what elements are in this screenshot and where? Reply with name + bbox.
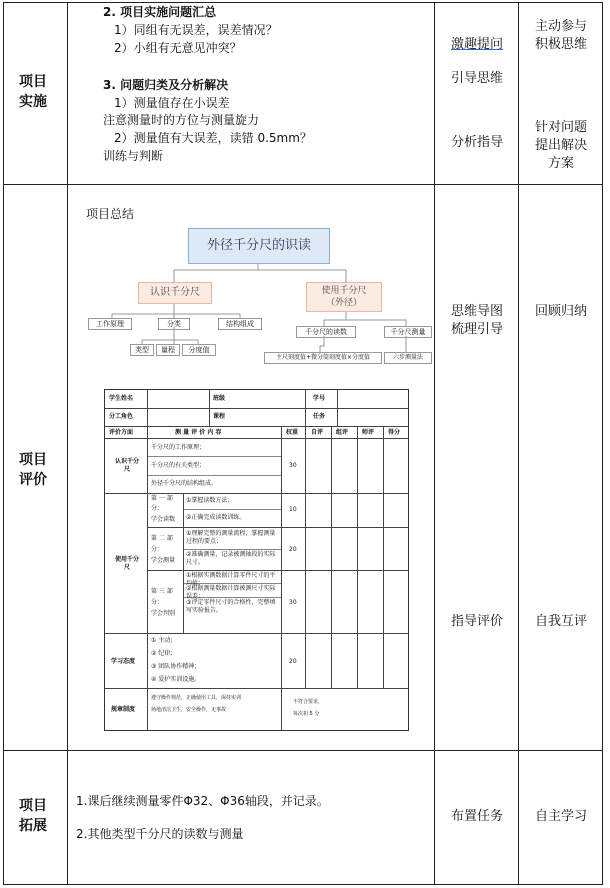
it-s3-item: ④ 爱护实训设施。 [151, 676, 201, 683]
it-p3-item: ②根据测量数据计算被测尺寸实际误差； [186, 585, 276, 600]
it-class-label: 班级 [213, 395, 226, 402]
it-section-rules: 规章制度 [111, 706, 136, 713]
student-activity-1: 主动参与 [534, 19, 587, 34]
it-head-content: 测 量 评 价 内 容 [175, 429, 222, 436]
extension-task-2: 2.其他类型千分尺的读数与测量 [76, 827, 244, 841]
it-s4-note: 不符合要求， [293, 699, 324, 705]
it-p1-item: ②正确完成读数训练。 [186, 514, 246, 521]
it-hline [147, 527, 408, 528]
question-1: 1）同组有无误差，误差情况？ [114, 23, 278, 37]
mind-leaf-principle: 工作原理 [88, 318, 132, 330]
it-hline [183, 549, 281, 550]
it-head-teacher: 师评 [362, 429, 375, 436]
it-p2-weight: 20 [289, 546, 297, 553]
student-activity-4: 提出解决 [534, 138, 587, 153]
it-hline [105, 438, 408, 439]
student-activity-5: 方案 [547, 156, 574, 171]
outer-left-border [3, 2, 4, 885]
row-divider-1 [3, 184, 603, 185]
it-p1-item: ①掌握读数方法； [186, 497, 234, 504]
teacher-activity-2: 引导思维 [450, 71, 503, 86]
heading-problem-summary: 2. 项目实施问题汇总 [103, 5, 217, 19]
it-vline [305, 390, 306, 426]
mind-node-use-line1: 使用千分尺 [321, 286, 367, 296]
it-s1-weight: 30 [289, 462, 297, 469]
row-header-evaluation [8, 450, 58, 490]
answer-1-detail: 注意测量时的方位与测量旋力 [103, 113, 260, 127]
it-hline [147, 475, 281, 476]
it-task-label: 任务 [313, 413, 326, 420]
it-course-label: 课程 [213, 413, 226, 420]
extension-task-1: 1.课后继续测量零件Φ32、Φ36轴段，并记录。 [76, 794, 329, 808]
it-hline [105, 633, 408, 634]
student-eval-2: 自我互评 [534, 614, 587, 629]
teacher-activity-3: 分析指导 [450, 135, 503, 150]
student-eval-1: 回顾归纳 [534, 304, 587, 319]
it-p3-label: 学会判别 [151, 610, 176, 617]
mind-leaf-type: 类型 [130, 344, 154, 356]
it-s1-item: 外径千分尺的结构组成。 [151, 480, 218, 487]
student-activity-3: 针对问题 [534, 120, 587, 135]
col-divider-1 [67, 2, 68, 885]
it-s3-item: ② 纪律； [151, 650, 177, 657]
mind-leaf-formula: 主尺刻度值+微分筒刻度值×分度值 [264, 352, 382, 364]
evaluation-table [104, 389, 409, 731]
mind-leaf-structure: 结构组成 [218, 318, 262, 330]
mind-node-use [306, 282, 382, 312]
it-p2-item: ①理解完整的测量流程，掌握测量过程的要点； [186, 530, 276, 545]
row-header-text: 项目实施 [19, 74, 47, 110]
it-vline [281, 426, 282, 730]
it-role-label: 分工角色 [109, 413, 134, 420]
it-s1-item: 千分尺的有关类型； [151, 462, 206, 469]
it-head-self: 自评 [311, 429, 324, 436]
it-hline [147, 456, 281, 457]
heading-classify-solve: 3. 问题归类及分析解决 [103, 78, 229, 92]
answer-2: 2）测量值有大误差，读错 0.5mm？ [114, 131, 312, 145]
it-p3-weight: 30 [289, 599, 297, 606]
it-p1-label: 学会读数 [151, 516, 176, 523]
it-hline [105, 426, 408, 427]
it-vline [357, 426, 358, 688]
it-p2-label: 第 二 部 [151, 535, 173, 542]
row-header-implementation [8, 72, 58, 112]
mind-root-node: 外径千分尺的识读 [188, 228, 330, 264]
teacher-eval-3: 指导评价 [450, 614, 503, 629]
it-section-use: 使用千分尺 [115, 556, 140, 571]
it-head-group: 组评 [336, 429, 349, 436]
row-header-text: 项目拓展 [19, 798, 47, 834]
it-p2-item: ②准确测量，记录被测轴段的实际尺寸。 [186, 551, 276, 566]
mind-leaf-reading: 千分尺的读数 [296, 326, 356, 338]
it-p2-label: 学会测量 [151, 557, 176, 564]
it-vline [183, 493, 184, 633]
it-vline [331, 426, 332, 688]
it-p3-label: 分： [151, 599, 164, 606]
it-vline [337, 390, 338, 426]
mind-node-use-line2: （外径） [325, 298, 362, 308]
student-activity-2: 积极思维 [534, 37, 587, 52]
it-s4-note: 每次扣 5 分 [293, 711, 320, 717]
it-id-label: 学号 [313, 395, 326, 402]
outer-top-border [3, 2, 603, 3]
it-hline [147, 570, 408, 571]
teacher-extension: 布置任务 [450, 809, 503, 824]
outer-bottom-border [3, 884, 603, 885]
it-name-label: 学生姓名 [109, 395, 134, 402]
mind-map [84, 222, 434, 370]
answer-2-detail: 训练与判断 [103, 149, 164, 163]
it-section-attitude: 学习态度 [111, 658, 136, 665]
it-p1-label: 分： [151, 505, 164, 512]
it-p3-item: ③评定零件尺寸的合格性，完整填写实验报告。 [186, 599, 276, 614]
teacher-activity-1: 激趣提问 [450, 37, 503, 52]
it-vline [147, 390, 148, 730]
it-p3-item: ①根据实测数据计算零件尺寸的平均值； [186, 572, 276, 587]
it-section-recognize: 认识千分尺 [115, 458, 140, 473]
it-hline [105, 408, 408, 409]
it-p1-label: 第 一 部 [151, 495, 173, 502]
it-vline [383, 426, 384, 688]
outer-right-border [602, 2, 603, 885]
col-divider-2 [434, 2, 435, 885]
it-vline [305, 426, 306, 688]
question-2: 2）小组有无意见冲突？ [114, 41, 242, 55]
it-hline [105, 688, 408, 689]
mind-leaf-six-steps: 六步测量法 [384, 352, 432, 364]
teacher-eval-2: 梳理引导 [450, 322, 503, 337]
mind-leaf-classify: 分类 [158, 318, 190, 330]
teacher-eval-1: 思维导图 [450, 304, 503, 319]
it-head-score: 得分 [388, 429, 401, 436]
row-divider-2 [3, 750, 603, 751]
it-p1-weight: 10 [289, 506, 297, 513]
mind-leaf-resolution: 分度值 [182, 344, 216, 356]
it-p3-label: 第 三 部 [151, 588, 173, 595]
it-hline [183, 509, 281, 510]
it-head-aspect: 评价方面 [109, 429, 134, 436]
answer-1: 1）测量值存在小误差 [114, 96, 230, 110]
it-s3-item: ① 主动； [151, 637, 177, 644]
mind-leaf-measuring: 千分尺测量 [384, 326, 432, 338]
it-s1-item: 千分尺的工作原理； [151, 444, 206, 451]
it-s4-item: 遵守操作规范，正确使用工具，保持实训 [151, 695, 242, 701]
it-hline [105, 493, 408, 494]
col-divider-3 [518, 2, 519, 885]
mind-leaf-range: 量程 [156, 344, 180, 356]
summary-label: 项目总结 [86, 207, 135, 221]
student-extension: 自主学习 [534, 809, 587, 824]
it-s4-item: 场地清洁卫生，安全操作，无事故 [151, 707, 227, 713]
row-header-text: 项目评价 [19, 452, 47, 488]
it-head-weight: 权重 [286, 429, 299, 436]
mind-node-recognize: 认识千分尺 [138, 282, 212, 304]
row-header-extension [8, 796, 58, 836]
it-p2-label: 分： [151, 546, 164, 553]
it-s3-weight: 20 [289, 658, 297, 665]
it-vline [209, 390, 210, 426]
it-s3-item: ③ 团队协作精神； [151, 663, 201, 670]
